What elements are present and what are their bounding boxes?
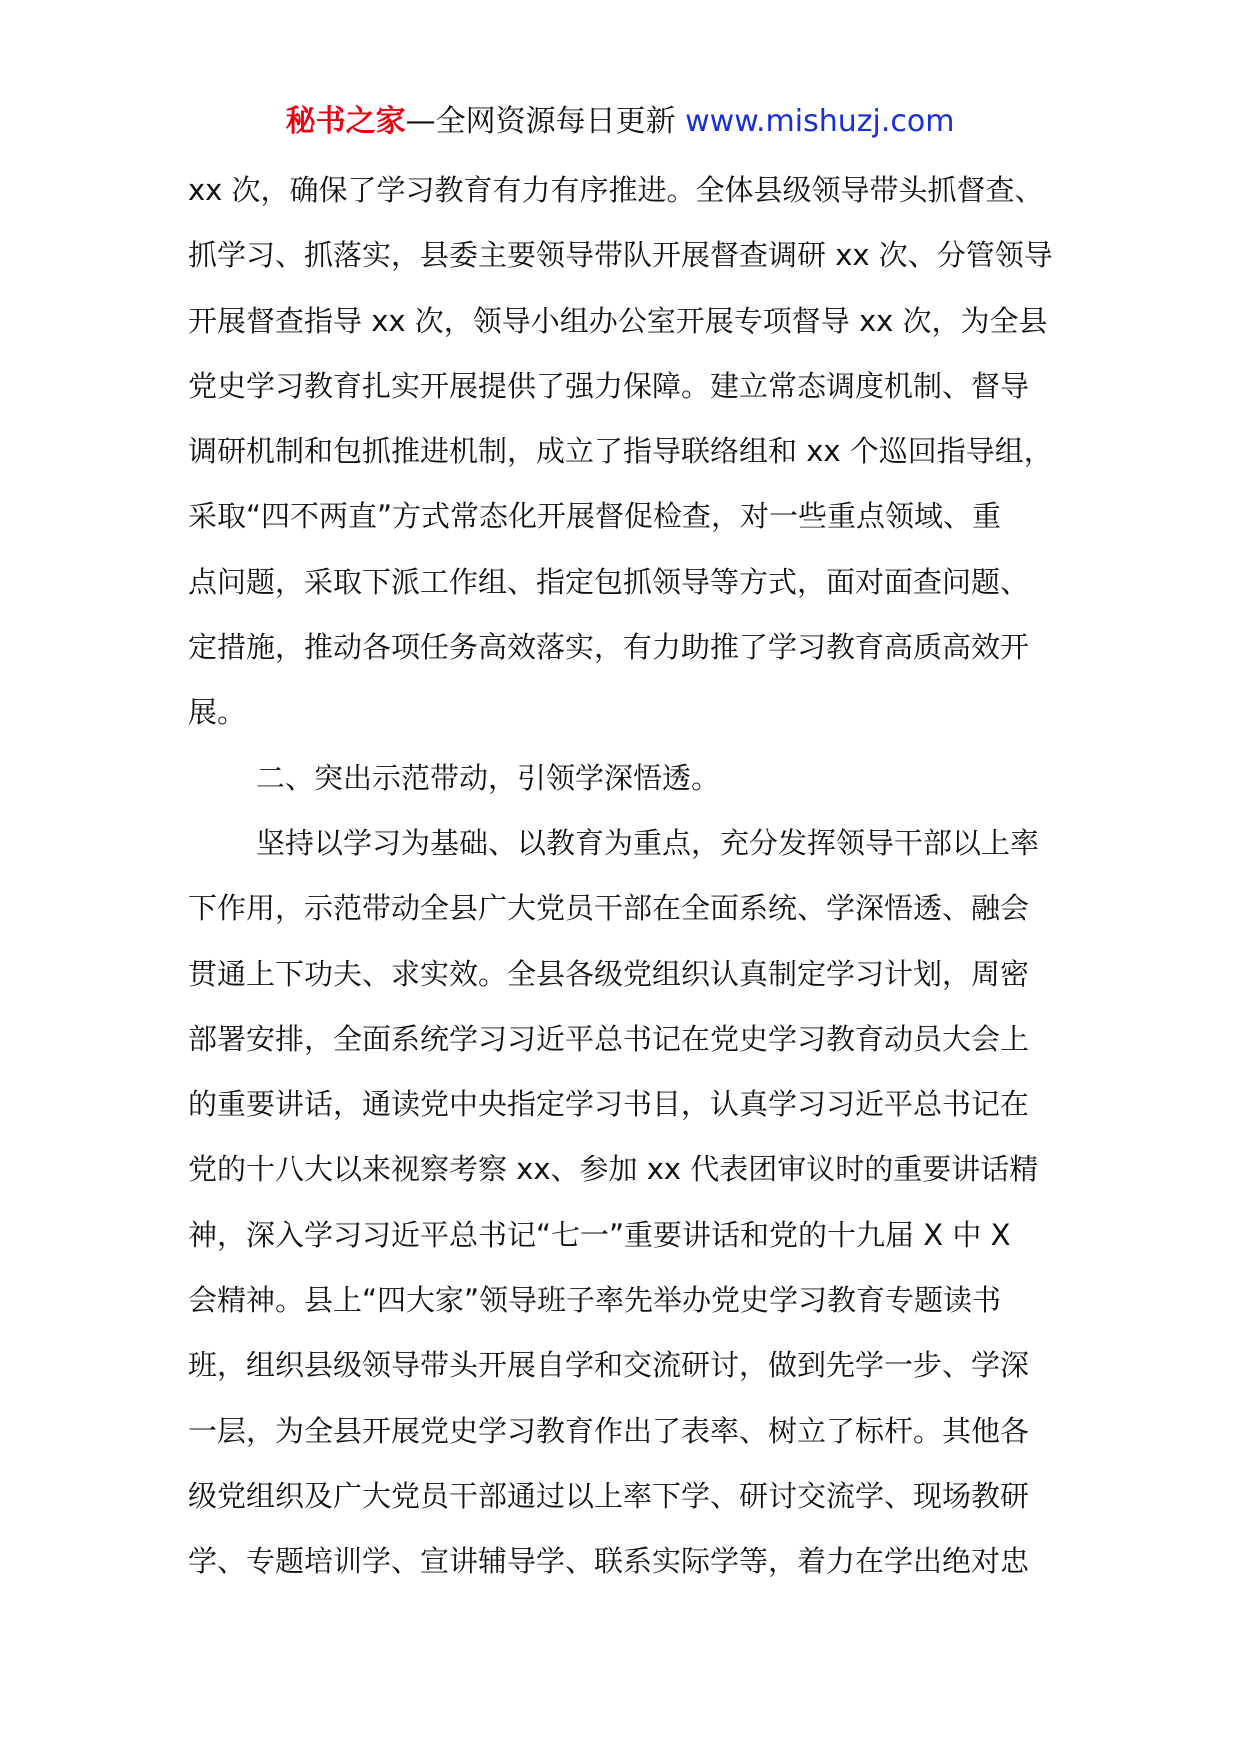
- site-header: [0, 102, 1240, 142]
- text-line: 神，深入学习习近平总书记“七一”重要讲话和党的十九届 X 中 X: [188, 1217, 1011, 1252]
- text-line: 党的十八大以来视察考察 xx、参加 xx 代表团审议时的重要讲话精: [188, 1152, 1039, 1187]
- text-line: 抓学习、抓落实，县委主要领导带队开展督查调研 xx 次、分管领导: [188, 238, 1053, 273]
- text-line: 展。: [188, 695, 247, 730]
- text-line: 会精神。县上“四大家”领导班子率先举办党史学习教育专题读书: [188, 1283, 1002, 1318]
- text-line: 贯通上下功夫、求实效。全县各级党组织认真制定学习计划，周密: [188, 956, 1030, 991]
- document-body: [188, 168, 1058, 1605]
- text-line: 班，组织县级领导带头开展自学和交流研讨，做到先学一步、学深: [188, 1348, 1030, 1383]
- text-line: 学、专题培训学、宣讲辅导学、联系实际学等，着力在学出绝对忠: [188, 1544, 1030, 1579]
- text-line: 级党组织及广大党员干部通过以上率下学、研讨交流学、现场教研: [188, 1478, 1030, 1513]
- text-line: xx 次，确保了学习教育有力有序推进。全体县级领导带头抓督查、: [188, 173, 1044, 207]
- brand-name: 秘书之家: [285, 104, 406, 139]
- text-line: 调研机制和包抓推进机制，成立了指导联络组和 xx 个巡回指导组，: [188, 434, 1053, 469]
- text-line: 部署安排，全面系统学习习近平总书记在党史学习教育动员大会上: [188, 1021, 1030, 1056]
- text-line: 采取“四不两直”方式常态化开展督促检查，对一些重点领域、重: [188, 499, 1002, 534]
- text-line: 点问题，采取下派工作组、指定包抓领导等方式，面对面查问题、: [188, 564, 1030, 599]
- header-tagline: —全网资源每日更新: [405, 104, 686, 139]
- text-line: 的重要讲话，通读党中央指定学习书目，认真学习习近平总书记在: [188, 1087, 1030, 1122]
- text-line: 坚持以学习为基础、以教育为重点，充分发挥领导干部以上率: [256, 825, 1040, 860]
- text-line: 党史学习教育扎实开展提供了强力保障。建立常态调度机制、督导: [188, 368, 1030, 403]
- section-heading: 二、突出示范带动，引领学深悟透。: [256, 760, 721, 795]
- text-line: 下作用，示范带动全县广大党员干部在全面系统、学深悟透、融会: [188, 891, 1030, 926]
- site-url-link[interactable]: www.mishuzj.com: [685, 104, 955, 139]
- text-line: 开展督查指导 xx 次，领导小组办公室开展专项督导 xx 次，为全县: [188, 303, 1048, 338]
- text-line: 一层，为全县开展党史学习教育作出了表率、树立了标杆。其他各: [188, 1413, 1030, 1448]
- text-line: 定措施，推动各项任务高效落实，有力助推了学习教育高质高效开: [188, 630, 1030, 665]
